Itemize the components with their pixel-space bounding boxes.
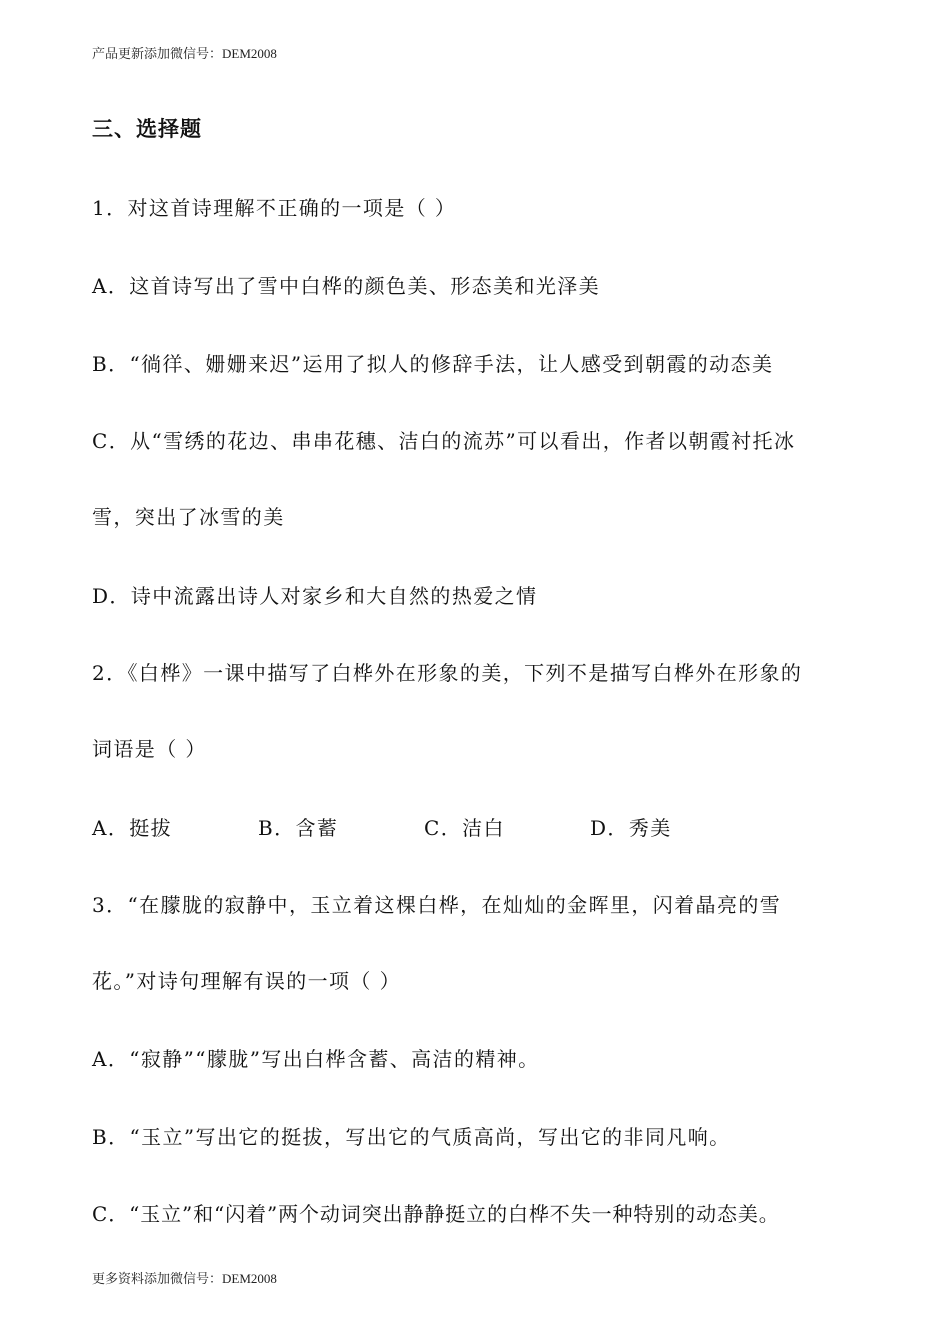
q2-option-a: A．挺拔 [92,816,173,840]
q1-stem: 1．对这首诗理解不正确的一项是（ ） [92,196,457,220]
q2-options [92,812,756,841]
q1-option-b: B．“徜徉、姗姗来迟”运用了拟人的修辞手法，让人感受到朝霞的动态美 [92,352,774,376]
q2-stem-line2: 词语是（ ） [92,737,207,761]
footer-note: 更多资料添加微信号：DEM2008 [92,1271,277,1286]
q1-option-c-line2: 雪，突出了冰雪的美 [92,505,285,529]
q3-stem-line2: 花。”对诗句理解有误的一项（ ） [92,969,401,993]
header-note: 产品更新添加微信号：DEM2008 [92,46,277,61]
q2-option-c: C．洁白 [424,816,505,840]
q3-option-a: A．“寂静”“朦胧”写出白桦含蓄、高洁的精神。 [92,1047,540,1071]
q3-option-b: B．“玉立”写出它的挺拔，写出它的气质高尚，写出它的非同凡响。 [92,1125,731,1149]
q2-stem-line1: 2．《白桦》一课中描写了白桦外在形象的美，下列不是描写白桦外在形象的 [92,661,803,685]
q1-option-d: D．诗中流露出诗人对家乡和大自然的热爱之情 [92,584,538,608]
q3-stem-line1: 3．“在朦胧的寂静中，玉立着这棵白桦，在灿灿的金晖里，闪着晶亮的雪 [92,893,782,917]
q1-option-a: A．这首诗写出了雪中白桦的颜色美、形态美和光泽美 [92,274,601,298]
q1-option-c-line1: C．从“雪绣的花边、串串花穗、洁白的流苏”可以看出，作者以朝霞衬托冰 [92,429,796,453]
q2-option-d: D．秀美 [590,816,672,840]
section-title: 三、选择题 [92,116,202,141]
q3-option-c: C．“玉立”和“闪着”两个动词突出静静挺立的白桦不失一种特别的动态美。 [92,1202,780,1226]
q2-option-b: B．含蓄 [258,816,339,840]
